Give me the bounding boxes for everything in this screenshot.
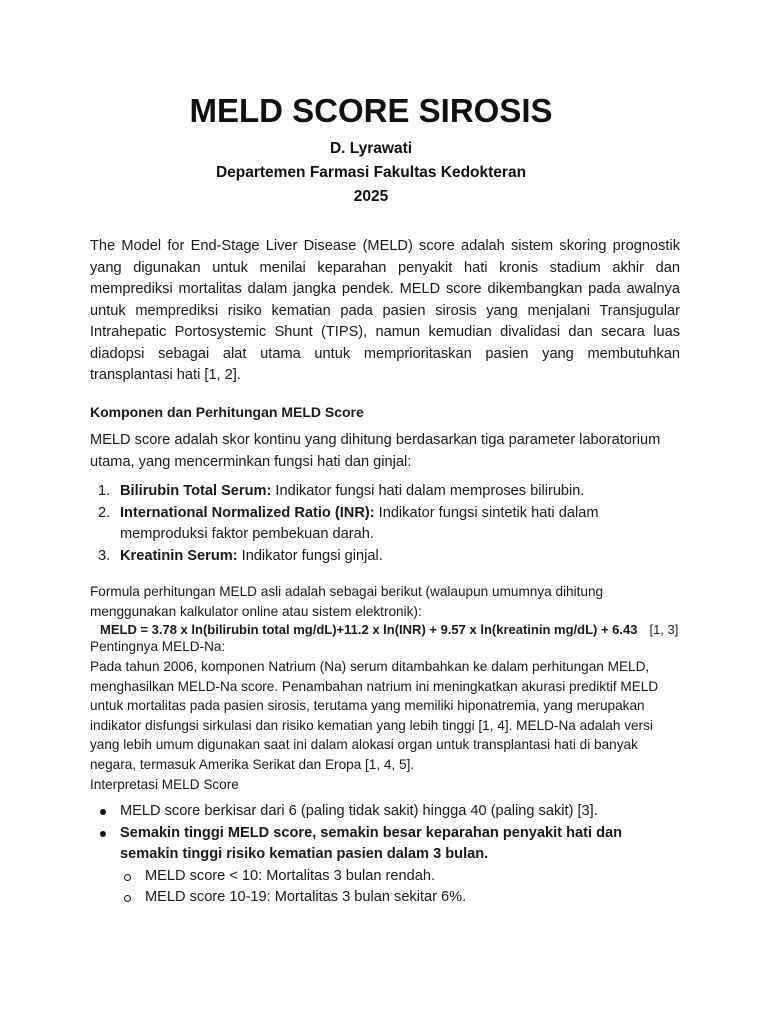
author: D. Lyrawati bbox=[329, 140, 413, 157]
item-text: Indikator fungsi sintetik hati dalam memproduksi faktor pembekuan darah. bbox=[120, 504, 599, 542]
item-text: Indikator fungsi ginjal. bbox=[237, 547, 383, 564]
list-item bbox=[90, 866, 680, 888]
components-list bbox=[90, 481, 680, 567]
list-item bbox=[90, 546, 680, 568]
interpretation-severity: Semakin tinggi MELD score, semakin besar keparahan penyakit hati dan semakin tinggi risiko kematian pasien dalam 3 bulan. bbox=[120, 824, 623, 862]
item-label: International Normalized Ratio (INR): bbox=[120, 504, 375, 521]
item-label: Kreatinin Serum: bbox=[120, 547, 238, 564]
meldna-heading: Pentingnya MELD-Na: bbox=[90, 639, 226, 654]
item-label: Bilirubin Total Serum: bbox=[120, 483, 272, 499]
item-text: Indikator fungsi hati dalam memproses bilirubin. bbox=[271, 483, 585, 499]
meldna-paragraph: Pada tahun 2006, komponen Natrium (Na) serum ditambahkan ke dalam perhitungan MELD, menghasilkan MELD-Na score. Penambahan natrium ini meningkatkan akurasi prediktif MELD untuk mortalitas pada pasien sirosis, terutama yang memiliki hiponatremia, yang merupakan indikator disfungsi sirkulasi dan risiko kematian yang lebih tinggi [1, 4]. MELD-Na adalah versi yang lebih umum digunakan saat ini dalam alokasi organ untuk transplantasi hati di banyak negara, termasuk Amerika Serikat dan Eropa [1, 4, 5]. bbox=[90, 659, 659, 772]
interpretation-mid: MELD score 10-19: Mortalitas 3 bulan sekitar 6%. bbox=[145, 889, 467, 905]
interpretation-heading: Interpretasi MELD Score bbox=[90, 777, 239, 792]
year: 2025 bbox=[353, 188, 389, 205]
interpretation-range: MELD score berkisar dari 6 (paling tidak sakit) hingga 40 (paling sakit) [3]. bbox=[120, 803, 598, 819]
interpretation-list bbox=[90, 801, 680, 909]
list-item bbox=[90, 503, 680, 546]
components-paragraph: MELD score adalah skor kontinu yang dihitung berdasarkan tiga parameter laboratorium utama, yang mencerminkan fungsi hati dan ginjal: bbox=[90, 432, 661, 470]
list-number: 3. bbox=[98, 547, 111, 564]
list-number: 2. bbox=[98, 504, 111, 521]
document-title: MELD SCORE SIROSIS bbox=[189, 92, 553, 129]
circle-bullet-icon bbox=[124, 874, 131, 881]
affiliation: Departemen Farmasi Fakultas Kedokteran bbox=[215, 164, 527, 181]
bullet-icon bbox=[100, 809, 106, 815]
list-item bbox=[90, 801, 680, 823]
circle-bullet-icon bbox=[124, 895, 131, 902]
formula-reference: [1, 3] bbox=[649, 622, 679, 637]
bullet-icon bbox=[100, 831, 106, 837]
formula-intro: Formula perhitungan MELD asli adalah sebagai berikut (walaupun umumnya dihitung menggunakan kalkulator online atau sistem elektronik): bbox=[90, 584, 604, 619]
list-number: 1. bbox=[98, 483, 111, 499]
section-heading-components: Komponen dan Perhitungan MELD Score bbox=[90, 404, 364, 420]
interpretation-low: MELD score < 10: Mortalitas 3 bulan rendah. bbox=[145, 867, 436, 884]
list-item bbox=[90, 823, 680, 866]
intro-paragraph: The Model for End-Stage Liver Disease (MELD) score adalah sistem skoring prognostik yang digunakan untuk menilai keparahan penyakit hati kronis stadium akhir dan memprediksi mortalitas dalam jangka pendek. MELD score dikembangkan pada awalnya untuk memprediksi risiko kematian pada pasien sirosis yang menjalani Transjugular Intrahepatic Portosystemic Shunt (TIPS), namun kemudian divalidasi dan secara luas diadopsi sebagai alat utama untuk memprioritaskan pasien yang membutuhkan transplantasi hati [1, 2]. bbox=[90, 238, 680, 383]
list-item bbox=[90, 887, 680, 909]
list-item bbox=[90, 481, 680, 503]
meld-formula: MELD = 3.78 x ln(bilirubin total mg/dL)+11.2 x ln(INR) + 9.57 x ln(kreatinin mg/dL) + 6.43 bbox=[100, 622, 638, 637]
